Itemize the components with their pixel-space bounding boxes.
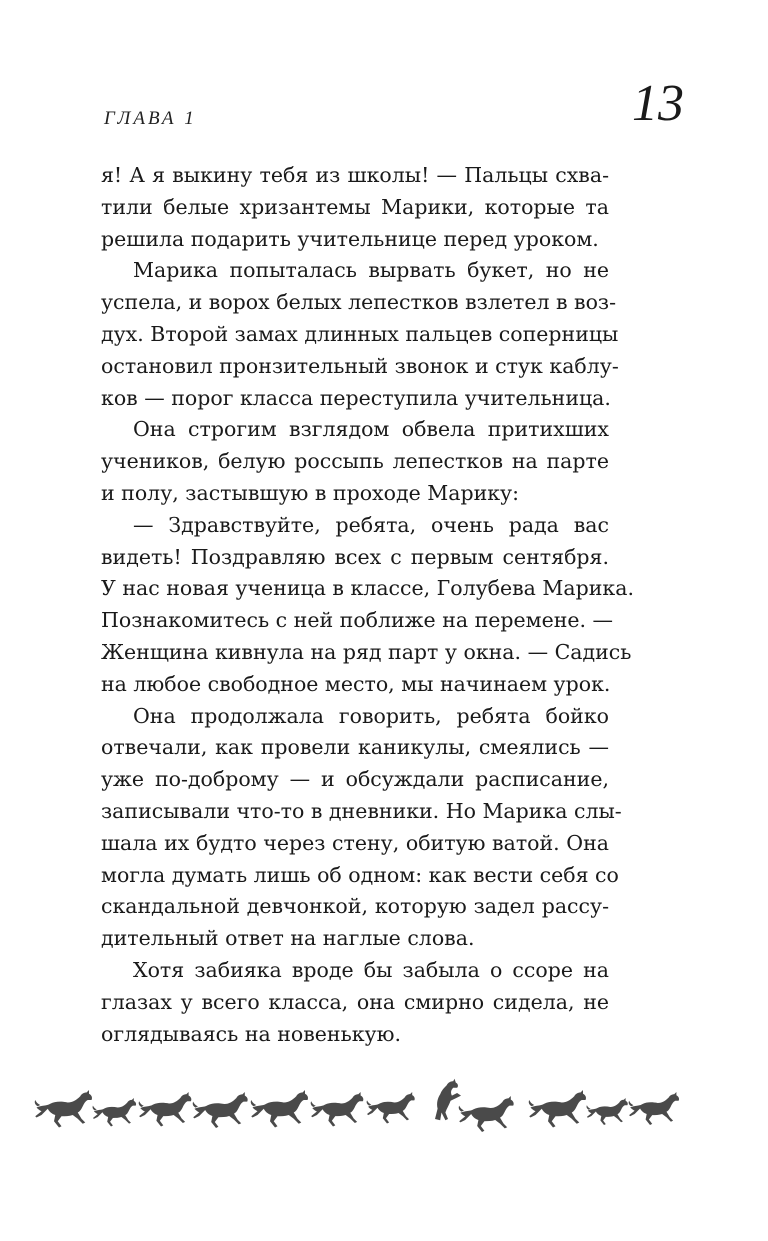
running-horses-border-icon — [30, 1072, 682, 1132]
horse-icon — [35, 1090, 92, 1128]
text-line: могла думать лишь об одном: как вести себя со — [101, 862, 619, 887]
paragraph — [101, 701, 622, 955]
text-line: записывали что-то в дневники. Но Марика слы- — [101, 798, 622, 823]
horse-icon — [629, 1092, 679, 1125]
text-line: учеников, белую россыпь лепестков на парте — [101, 449, 609, 474]
text-line: остановил пронзительный звонок и стук каблу- — [101, 353, 619, 378]
text-line: шала их будто через стену, обитую ватой. Она — [101, 830, 609, 855]
text-line: тили белые хризантемы Марики, которые та — [101, 194, 609, 219]
paragraph — [101, 160, 609, 255]
text-line: дух. Второй замах длинных пальцев соперницы — [101, 321, 619, 346]
text-line: уже по-доброму — и обсуждали расписание, — [101, 767, 609, 792]
horse-icon — [193, 1092, 248, 1128]
text-line: Женщина кивнула на ряд парт у окна. — Садись — [101, 639, 632, 664]
horse-icon — [311, 1092, 364, 1127]
text-line: Марика попыталась вырвать букет, но не — [133, 258, 609, 283]
text-line: глазах у всего класса, она смирно сидела, не — [101, 989, 609, 1014]
body-text — [101, 160, 634, 1050]
text-line: успела, и ворох белых лепестков взлетел в воз- — [101, 290, 617, 315]
text-line: решила подарить учительнице перед уроком. — [101, 226, 599, 251]
horse-icon — [459, 1096, 514, 1132]
text-line: Познакомитесь с ней поближе на перемене. — — [101, 608, 614, 633]
text-line: и полу, застывшую в проходе Марику: — [101, 480, 520, 505]
horse-icon — [587, 1098, 628, 1125]
paragraph — [101, 255, 619, 414]
text-line: скандальной девчонкой, которую задел рассу- — [101, 894, 609, 919]
text-line: на любое свободное место, мы начинаем урок. — [101, 671, 611, 696]
paragraph — [101, 510, 634, 701]
text-line: дительный ответ на наглые слова. — [101, 926, 475, 951]
text-line: отвечали, как провели каникулы, смеялись — — [101, 735, 609, 760]
text-line: Она строгим взглядом обвела притихших — [133, 417, 609, 442]
horse-icon — [139, 1092, 192, 1127]
horse-icon — [435, 1079, 461, 1121]
text-line: я! А я выкину тебя из школы! — Пальцы схва- — [101, 163, 609, 187]
page-number: 13 — [632, 75, 684, 132]
text-line: оглядываясь на новенькую. — [101, 1021, 401, 1046]
chapter-label: ГЛАВА 1 — [104, 108, 197, 129]
text-line: видеть! Поздравляю всех с первым сентября. — [101, 544, 609, 569]
horse-icon — [367, 1092, 415, 1124]
text-line: У нас новая ученица в классе, Голубева Марика. — [101, 576, 634, 601]
horse-icon — [529, 1090, 586, 1128]
text-line: Она продолжала говорить, ребята бойко — [133, 703, 609, 728]
text-line: Хотя забияка вроде бы забыла о ссоре на — [133, 957, 609, 982]
horse-icon — [251, 1090, 308, 1128]
text-line: — Здравствуйте, ребята, очень рада вас — [133, 512, 609, 537]
text-line: ков — порог класса переступила учительница. — [101, 385, 611, 410]
paragraph — [101, 414, 609, 509]
paragraph — [101, 955, 609, 1050]
horse-icon — [93, 1098, 136, 1127]
